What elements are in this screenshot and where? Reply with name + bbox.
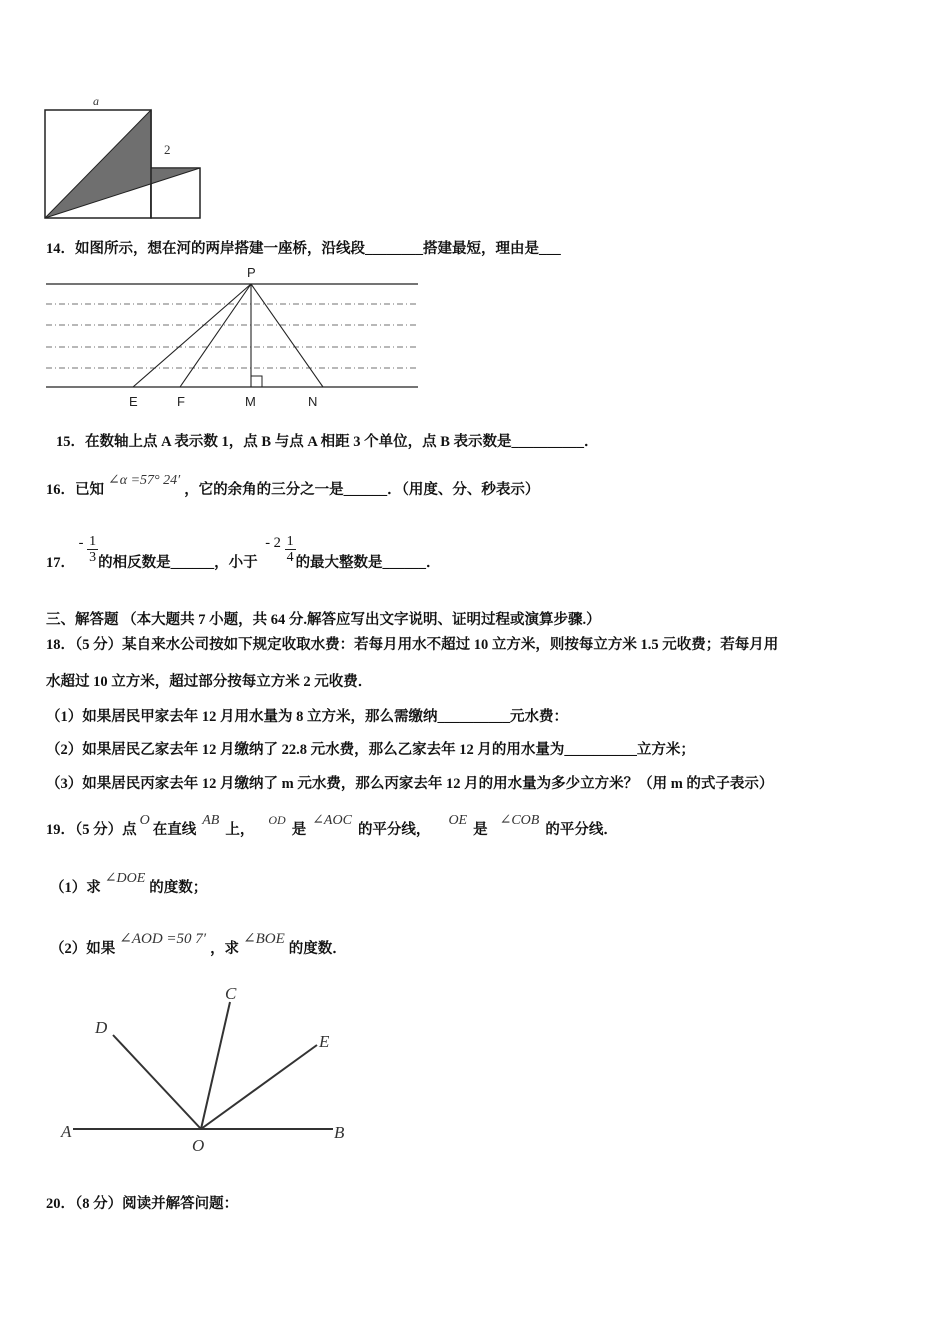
label-a: a [93,94,99,108]
q19-p2-prefix: （2）如果 [50,941,116,957]
q19-OD: OD [268,813,286,827]
q19-p2-suffix: 的度数． [288,941,347,957]
question-14: 14．如图所示，想在河的两岸搭建一座桥，沿线段________搭建最短，理由是___ [46,241,561,257]
q19-t1: 在直线 [152,822,197,838]
q17-fraction-1 [87,534,98,565]
q19-O: O [139,813,150,828]
question-18-part2: （2）如果居民乙家去年 12 月缴纳了 22.8 元水费，那么乙家去年 12 月的用水量为__________立方米； [46,742,695,758]
q19-p2-math: ∠AOD =50 7′ [119,931,207,947]
q19-p1-math: ∠DOE [104,871,146,886]
question-20: 20．（8 分）阅读并解答问题： [46,1196,239,1212]
question-19 [46,813,618,839]
q19-t2: 上， [225,822,255,838]
q19-p1-suffix: 的度数； [149,880,208,896]
q17-f2-den: 4 [286,550,294,565]
q16-angle-math: ∠α =57° 24′ [108,473,181,488]
q19-p1-prefix: （1）求 [50,880,101,896]
q19-t5: 是 [473,822,488,838]
angle-figure [55,975,365,1160]
question-19-part1 [50,871,208,897]
q19-OE: OE [448,813,468,828]
question-17 [46,526,441,571]
label-M: M [245,394,256,409]
label-C: C [225,984,237,1003]
q17-f1-den: 3 [89,550,97,565]
q19-t4: 的平分线， [357,822,431,838]
q19-COB: ∠COB [499,813,540,828]
q17-mid: 的相反数是______，小于 [98,554,258,571]
q19-t6: 的平分线． [545,822,618,838]
label-2: 2 [164,142,171,157]
square-triangle-figure [40,92,210,222]
label-B: B [334,1123,345,1142]
label-P: P [247,265,256,280]
question-18-line1: 18．（5 分）某自来水公司按如下规定收取水费：若每月用水不超过 10 立方米，则按每立方米 1.5 元收费；若每月用 [46,637,779,653]
label-D: D [95,1018,108,1037]
question-18-part3: （3）如果居民丙家去年 12 月缴纳了 m 元水费，那么丙家去年 12 月的用水量为多少立方米？（用 m 的式子表示） [46,776,774,792]
q17-suffix: 的最大整数是______． [295,554,441,571]
label-E: E [319,1032,330,1051]
q17-neg2: - 2 [265,534,281,551]
label-F: F [177,394,185,409]
section-3-heading: 三、解答题 （本大题共 7 小题，共 64 分.解答应写出文字说明、证明过程或演算步骤.） [46,612,601,628]
label-O: O [192,1136,205,1155]
river-bridge-figure [44,262,424,412]
label-E: E [129,394,138,409]
q19-prefix: 19．（5 分）点 [46,822,137,838]
q19-t3: 是 [291,822,307,838]
q17-f1-num: 1 [89,534,97,549]
q19-p2-math2: ∠BOE [243,931,285,947]
question-16 [46,473,540,499]
question-15: 15．在数轴上点 A 表示数 1，点 B 与点 A 相距 3 个单位，点 B 表示数是__________． [56,434,599,450]
q17-neg1: - [78,534,84,551]
q16-suffix: ，它的余角的三分之一是______．（用度、分、秒表示） [184,482,540,498]
label-N: N [308,394,318,409]
question-19-part2 [50,931,347,958]
question-18-line2: 水超过 10 立方米，超过部分按每立方米 2 元收费． [46,674,373,690]
q19-AB: AB [202,813,220,828]
q17-fraction-2 [285,534,296,565]
question-18-part1: （1）如果居民甲家去年 12 月用水量为 8 立方米，那么需缴纳__________元水费： [46,709,568,725]
q19-p2-mid: ，求 [210,941,240,957]
q17-prefix: 17． [46,554,75,571]
q17-f2-num: 1 [286,534,294,549]
label-A: A [61,1122,72,1141]
q16-prefix: 16．已知 [46,482,104,498]
q19-AOC: ∠AOC [312,813,352,828]
